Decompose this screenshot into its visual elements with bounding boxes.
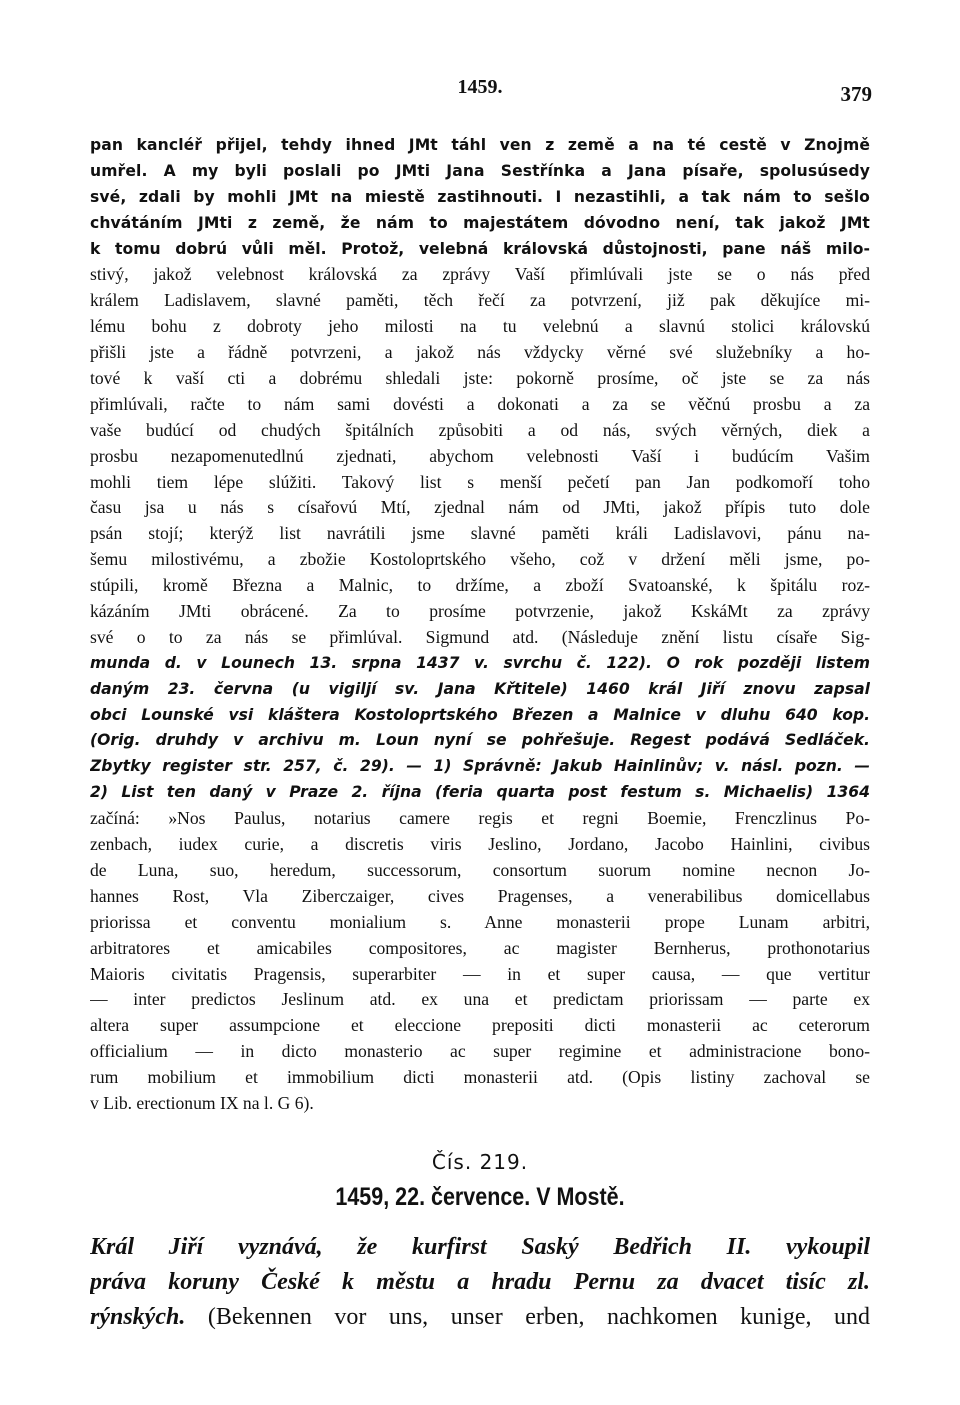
text-line: šemu milostivému, a zbožie Kostoloprtského všeho, což v držení měli jsme, po- <box>90 549 870 570</box>
document-date-place: 1459, 22. července. V Mostě. <box>335 1183 625 1211</box>
text-line: stivý, jakož velebnost královská za zprávy Vaší přimlúvali jste se o nás před <box>90 264 870 285</box>
document-number: Čís. 219. <box>431 1150 529 1174</box>
text-line: začíná: »Nos Paulus, notarius camere regis et regni Boemie, Frenczlinus Po- <box>90 808 870 829</box>
text-line: stúpili, kromě Března a Malnic, to držíme, a zboží Svatoanské, k špitálu roz- <box>90 575 870 596</box>
text-line: arbitratores et amicabiles compositores, ac magister Bernherus, prothonotarius <box>90 937 870 958</box>
text-line: psán stojí; kterýž list navrátili jsme slavné paměti králi Ladislavovi, pánu na- <box>90 523 870 544</box>
text-line: času jsa u nás s císařovú Mtí, zjednal nám od JMti, jakož přípis tuto dole <box>90 497 870 518</box>
text-line: zenbach, iudex curie, a discretis viris Jeslino, Jordano, Jacobo Hainlini, civibus <box>90 834 870 855</box>
text-line: mohli tiem lépe slúžiti. Takový list s menší pečetí pan Jan podkomoří toho <box>90 471 870 492</box>
text-line: lému bohu z dobroty jeho milosti na tu velebnú a slavnú stolici královskú <box>90 316 870 337</box>
running-head-year: 1459. <box>457 76 503 98</box>
text-line: — inter predictos Jeslinum atd. ex una et predictam priorissam — parte ex <box>90 989 870 1010</box>
regest-italic-text: rýnských. <box>90 1304 186 1330</box>
text-line: daným 23. června (u vigiljí sv. Jana Křtitele) 1460 král Jiří znovu zapsal <box>90 679 870 698</box>
text-line: králem Ladislavem, slavné paměti, těch řečí za potvrzení, již pak děkujíce mi- <box>90 290 870 311</box>
text-line: 2) List ten daný v Praze 2. října (feria quarta post festum s. Michaelis) 1364 <box>90 783 870 802</box>
text-line: Zbytky register str. 257, č. 29). — 1) Správně: Jakub Hainlinův; v. násl. pozn. — <box>90 757 870 776</box>
text-line: hannes Rost, Vla Ziberczaiger, cives Pragenses, a venerabilibus domicellabus <box>90 885 870 906</box>
text-line: v Lib. erectionum IX na l. G 6). <box>90 1092 314 1113</box>
regest-plain-text: (Bekennen vor uns, unser erben, nachkomen kunige, und <box>185 1304 870 1330</box>
text-line: tové k vaší cti a dobrému shledali jste: pokorně prosíme, oč jste se za nás <box>90 368 870 389</box>
footnote-text-block <box>90 133 870 1117</box>
text-line: chvátáním JMti z země, že nám to majestátem dóvodno není, tak jakož JMt <box>90 213 870 232</box>
text-line: vaše budúcí od chudých špitálních způsobiti a od nás, svých věrných, diek a <box>90 419 870 440</box>
text-line: své o to za nás se přimlúval. Sigmund atd. (Následuje znění listu císaře Sig- <box>90 626 870 647</box>
text-line: altera super assumpcione et eleccione prepositi dicti monasterii ac ceterorum <box>90 1015 870 1036</box>
running-head <box>0 76 960 116</box>
text-line: umřel. A my byli poslali po JMti Jana Sestřínka a Jana písaře, spolusúsedy <box>90 161 870 180</box>
text-line: de Luna, suo, heredum, successorum, consortum suorum nomine necnon Jo- <box>90 859 870 880</box>
text-line: (Orig. druhdy v archivu m. Loun nyní se pohřešuje. Regest podává Sedláček. <box>90 731 870 750</box>
text-line: prosbu nezapomenutedlnú zjednati, abychom velebnosti Vaší i budúcím Vašim <box>90 445 870 466</box>
text-line: Maioris civitatis Pragensis, superarbiter — in et super causa, — que vertitur <box>90 963 870 984</box>
text-line: své, zdali by mohli JMt na miestě zastihnouti. I nezastihli, a tak nám to sešlo <box>90 187 870 206</box>
text-line: rum mobilium et immobilium dicti monasterii atd. (Opis listiny zachoval se <box>90 1067 870 1088</box>
text-line: officialium — in dicto monasterio ac super regimine et administracione bono- <box>90 1041 870 1062</box>
text-line: priorissa et conventu monialium s. Anne monasterii prope Lunam arbitri, <box>90 911 870 932</box>
regest-block <box>90 1230 870 1335</box>
text-line: pan kancléř přijel, tehdy ihned JMt táhl ven z země a na té cestě v Znojmě <box>90 136 870 154</box>
text-line: obci Lounské vsi kláštera Kostoloprtského Březen a Malnice v dluhu 640 kop. <box>90 705 870 724</box>
text-line: kázáním JMti obrácené. Za to prosíme potvrzenie, jakož KskáMt za zprávy <box>90 601 870 622</box>
regest-line: Král Jiří vyznává, že kurfirst Saský Bedřich II. vykoupil <box>90 1234 870 1260</box>
page-number: 379 <box>840 82 872 106</box>
text-line: munda d. v Lounech 13. srpna 1437 v. svrchu č. 122). O rok později listem <box>90 653 870 672</box>
regest-line <box>90 1300 870 1335</box>
regest-line: práva koruny České k městu a hradu Pernu za dvacet tisíc zl. <box>90 1269 870 1295</box>
text-line: přimlúvali, račte to nám sami dovésti a dokonati a za se věčnú prosbu a za <box>90 393 870 414</box>
text-line: přišli jste a řádně potvrzeni, a jakož nás vždycky věrné své služebníky a ho- <box>90 342 870 363</box>
text-line: k tomu dobrú vůli měl. Protož, velebná královská důstojnosti, pane náš milo- <box>90 239 870 258</box>
